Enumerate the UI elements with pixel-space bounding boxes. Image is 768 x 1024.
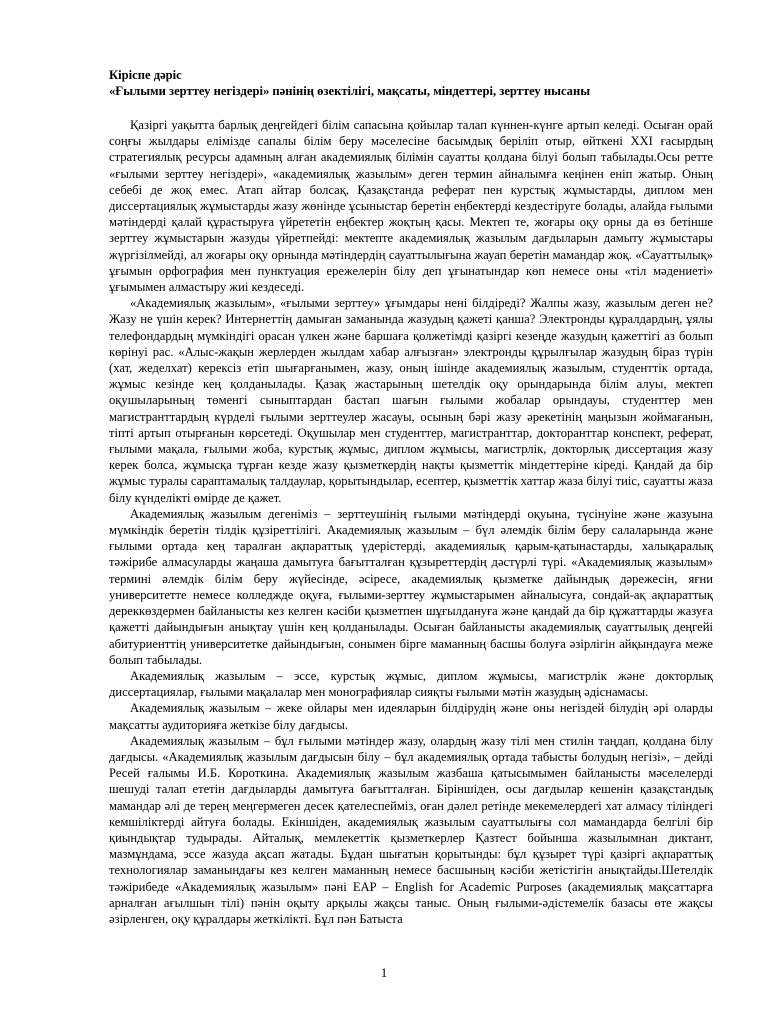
lecture-title: «Ғылыми зерттеу негіздері» пәнінің өзектілігі, мақсаты, міндеттері, зерттеу нысаны (109, 83, 591, 98)
paragraph: «Академиялық жазылым», «ғылыми зерттеу» ұғымдары нені білдіреді? Жалпы жазу, жазылым деген не? Жазу не үшін керек? Интернеттің дамыған заманында жазудың қажеті қанша? Электронды құралдардың, ұялы телефондардың мүмкіндігі орасан үлкен және баршаға қолжетімді қазіргі кезеңде жазудың қажеттігі аз болып көрінуі рас. «Алыс-жақын жерлерден жылдам хабар алғызған» электронды құрылғылар жазудың біраз түрін (хат, жеделхат) керексіз етіп шығарғанымен, жазу, оның ішінде академиялық жазылым, студенттік ортада, жұмыс кезінде кең қолданылады. Қазақ жастарының шетелдік оқу орындарында білім алуы, мектеп оқушыларының төменгі сыныптардан бастап шағын ғылыми жобалар орындауы, студенттер мен магистранттардың күрделі ғылыми зерттеулер жасауы, осының бәрі жазу әрекетінің маңызын жоймағанын, тіпті артып отырғанын көрсетеді. Оқушылар мен студенттер, магистранттар, докторанттар конспект, реферат, ғылыми мақала, ғылыми жоба, курстық жұмыс, диплом жұмысы, магистрлік, докторлық диссертация жазу керек болса, жұмысқа тұрған кезде жазу қызметкердің нақты қызметтік міндеттеріне кіреді. Қандай да бір жұмыс туралы сараптамалық талдаулар, қорытындылар, есептер, қызметтік хаттар жаза білуі тиіс, сауатты жаза білу күнделікті өмірде де қажет. (109, 296, 713, 505)
paragraph: Академиялық жазылым – жеке ойлары мен идеяларын білдірудің және оны негіздей білудің әрі оларды мақсатты аудиторияға жеткізе білу дағдысы. (109, 701, 713, 732)
page-number: 1 (380, 965, 388, 980)
document-page (109, 68, 713, 927)
lecture-label: Кіріспе дәріс (109, 68, 182, 82)
paragraph: Академиялық жазылым дегеніміз – зерттеушінің ғылыми мәтіндерді оқуына, түсінуіне және жазуына мүмкіндік беретін тілдік құзіреттілігі. Академиялық жазылым – бүл әлемдік білім беру салаларында және ғылыми ортада кең таралған ақпараттық үдерістерді, академиялық қарым-қатынастарды, халықаралық тәжірибе алмасуларды жаңаша дамытуға бағытталған құзыреттердің дәстүрлі түрі. «Академиялық жазылым» термині әлемдік білім беру жүйесінде, әсіресе, академиялық қызметке дайындық дәрежесін, яғни университетте немесе колледжде оқуға, ғылыми-зерттеу жұмыстарымен айналысуға, сондай-ақ ақпараттық дереккөздермен байланысты кез келген кәсіби қызметпен шұғылдануға және қандай да бір құжаттарды жазуға қажетті дайындығын анықтау үшін кең қолданылады. Осыған байланысты академиялық сауаттылық деңгейі абитуриенттің университетке дайындығын, сонымен бірге маманның басшы болуға әзірлігін айқындауға меже болып табылады. (109, 506, 713, 667)
paragraph: Академиялық жазылым – бұл ғылыми мәтіндер жазу, олардың жазу тілі мен стилін таңдап, қолдана білу дағдысы. «Академиялық жазылым дағдысын білу – бұл академиялық ортада табысты болудың негізі», – дейді Ресей ғалымы И.Б. Короткина. Академиялық жазылым жазбаша қатысымымен байланысты мәселелерді шешуді талап ететін дағдыларды дамытуға бағытталған. Біріншіден, осы дағдылар кешенін қазақстандық мамандар әлі де терең меңгермеген десек қателеспейміз, оған дәлел ретінде мекемелердегі хат алмасу тіліндегі кемшіліктерді айтуға болады. Екіншіден, академиялық жазылым сауаттылығы сол мамандарда белгілі бір қиындықтар тудырады. Айталық, мемлекеттік қызметкерлер Қазтест бойынша жазылымнан диктант, мазмұндама, эссе жазуда ақсап жатады. Бұдан шығатын қорытынды: бұл құзырет түрі қазіргі ақпараттық технологиялар заманындағы кез келген маманның немесе басшының кәсіби жетістігін анықтайды.Шетелдік тәжірибеде «Академиялық жазылым» пәні EAP – English for Academic Purposes (академиялық мақсаттарға арналған ағылшын тілі) пәнін оқыту арқылы жақсы таныс. Оның ғылыми-әдістемелік базасы өте жақсы әзірленген, оқу құралдары жеткілікті. Бұл пән Батыста (109, 733, 713, 926)
paragraph: Қазіргі уақытта барлық деңгейдегі білім сапасына қойылар талап күннен-күнге артып келеді. Осыған орай соңғы жылдары елімізде сапалы білім беру мәселесіне басымдық беріліп отыр, өйткені XXI ғасырдың стратегиялық ресурсы адамның алған академиялық білімін сауатты қолдана білуі болып табылады.Осы ретте «ғылыми зерттеу негіздері», «академиялық жазылым» деген термин айналымға кеңінен еніп жатыр. Оның себебі де жоқ емес. Атап айтар болсақ, Қазақстанда реферат пен курстық жұмыстарды, диплом мен диссертациялық жұмыстарды жазу жөнінде ұсыныстар беретін еңбектерді кездестіруге болады, алайда ғылыми мәтіндерді қалай құрастыруға үйрететін еңбектер жоқтың қасы. Мектеп те, жоғары оқу орны да өз бетінше зерттеу жұмыстарын жазуды үйретпейді: мектепте академиялық жазылым дағдыларын дамыту жұмыстары жүргізілмейді, ал жоғары оқу орнында мәтіндердің сауаттылығына жауап беретін мамандар жоқ. «Сауаттылық» ұғымын орфография мен пунктуация ережелерін білу деп ұғынатындар көп немесе оны «тіл мәдениеті» ұғымымен алмастыру жиі кездеседі. (109, 118, 713, 295)
paragraph: Академиялық жазылым – эссе, курстық жұмыс, диплом жұмысы, магистрлік және докторлық диссертациялар, ғылыми мақалалар мен монографиялар сияқты ғылыми мәтін жазудың әдіснамасы. (109, 668, 713, 700)
